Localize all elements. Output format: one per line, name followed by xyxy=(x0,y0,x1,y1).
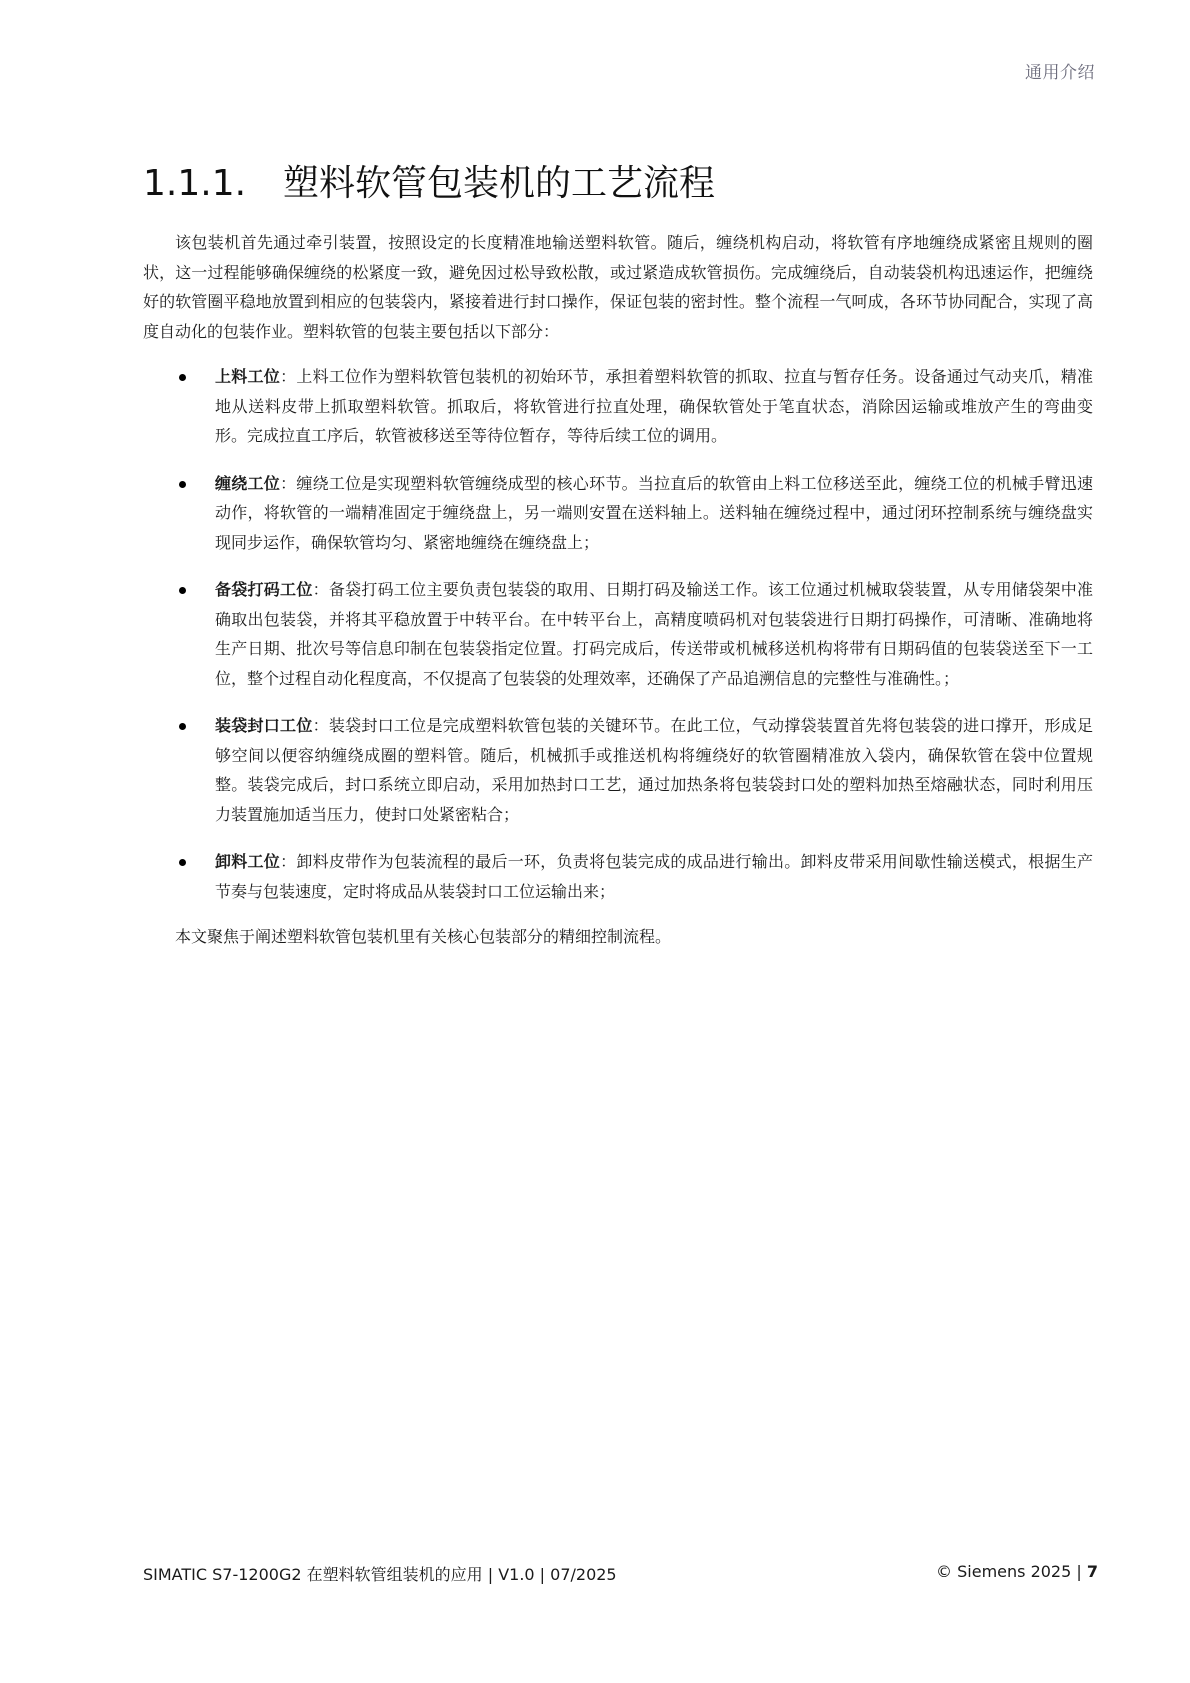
station-separator: ： xyxy=(312,580,329,599)
bullet-icon xyxy=(179,723,186,730)
intro-paragraph: 该包装机首先通过牵引装置，按照设定的长度精准地输送塑料软管。随后，缠绕机构启动，将软管有序地缠绕成紧密且规则的圈状，这一过程能够确保缠绕的松紧度一致，避免因过松导致松散，或过紧造成软管损伤。完成缠绕后，自动装袋机构迅速运作，把缠绕好的软管圈平稳地放置到相应的包装袋内，紧接着进行封口操作，保证包装的密封性。整个流程一气呵成，各环节协同配合，实现了高度自动化的包装作业。塑料软管的包装主要包括以下部分： xyxy=(143,233,1093,341)
footer-document-info: SIMATIC S7-1200G2 在塑料软管组装机的应用 | V1.0 | 07/2025 xyxy=(143,1565,617,1584)
closing-paragraph: 本文聚焦于阐述塑料软管包装机里有关核心包装部分的精细控制流程。 xyxy=(175,927,672,946)
page-number: 7 xyxy=(1086,1562,1098,1581)
station-term: 上料工位 xyxy=(215,367,281,386)
bullet-icon xyxy=(179,481,186,488)
bullet-icon xyxy=(179,374,186,381)
footer-copyright-block xyxy=(936,1562,1098,1585)
station-description: 上料工位作为塑料软管包装机的初始环节，承担着塑料软管的抓取、拉直与暂存任务。设备通过气动夹爪，精准地从送料皮带上抓取塑料软管。抓取后，将软管进行拉直处理，确保软管处于笔直状态，消除因运输或堆放产生的弯曲变形。完成拉直工序后，软管被移送至等待位暂存，等待后续工位的调用。 xyxy=(215,367,1093,445)
station-description: 备袋打码工位主要负责包装袋的取用、日期打码及输送工作。该工位通过机械取袋装置，从专用储袋架中准确取出包装袋，并将其平稳放置于中转平台。在中转平台上，高精度喷码机对包装袋进行日期打码操作，可清晰、准确地将生产日期、批次号等信息印制在包装袋指定位置。打码完成后，传送带或机械移送机构将带有日期码值的包装袋送至下一工位，整个过程自动化程度高，不仅提高了包装袋的处理效率，还确保了产品追溯信息的完整性与准确性。； xyxy=(215,580,1093,688)
station-separator: ： xyxy=(280,473,297,493)
section-heading xyxy=(143,160,1093,208)
station-term: 装袋封口工位 xyxy=(215,716,313,735)
station-description: 卸料皮带作为包装流程的最后一环，负责将包装完成的成品进行输出。卸料皮带采用间歇性输送模式，根据生产节奏与包装速度，定时将成品从装袋封口工位运输出来； xyxy=(215,852,1093,901)
section-number: 1.1.1. xyxy=(143,163,247,204)
list-item-bagging-sealing-station xyxy=(143,711,1093,829)
section-title: 塑料软管包装机的工艺流程 xyxy=(283,163,716,204)
list-item-winding-station xyxy=(143,469,1093,558)
list-item-bag-coding-station xyxy=(143,575,1093,693)
page-footer xyxy=(143,1562,1098,1585)
station-term: 缠绕工位 xyxy=(215,473,281,493)
station-separator: ： xyxy=(280,852,297,871)
running-header: 通用介绍 xyxy=(1025,63,1095,83)
station-separator: ： xyxy=(280,367,297,386)
bullet-icon xyxy=(179,587,186,594)
page-content xyxy=(143,160,1093,952)
list-item-unloading-station xyxy=(143,847,1093,906)
station-description: 缠绕工位是实现塑料软管缠绕成型的核心环节。当拉直后的软管由上料工位移送至此，缠绕工位的机械手臂迅速动作，将软管的一端精准固定于缠绕盘上，另一端则安置在送料轴上。送料轴在缠绕过程中，通过闭环控制系统与缠绕盘实现同步运作，确保软管均匀、紧密地缠绕在缠绕盘上； xyxy=(215,473,1093,552)
station-term: 卸料工位 xyxy=(215,852,281,871)
station-term: 备袋打码工位 xyxy=(215,580,313,599)
station-list xyxy=(143,362,1093,906)
station-description: 装袋封口工位是完成塑料软管包装的关键环节。在此工位，气动撑袋装置首先将包装袋的进口撑开，形成足够空间以便容纳缠绕成圈的塑料管。随后，机械抓手或推送机构将缠绕好的软管圈精准放入袋内，确保软管在袋中位置规整。装袋完成后，封口系统立即启动，采用加热封口工艺，通过加热条将包装袋封口处的塑料加热至熔融状态，同时利用压力装置施加适当压力，使封口处紧密粘合； xyxy=(215,716,1093,824)
station-separator: ： xyxy=(312,716,329,735)
footer-copyright: © Siemens 2025 | xyxy=(936,1562,1087,1581)
list-item-feeding-station xyxy=(143,362,1093,451)
bullet-icon xyxy=(179,859,186,866)
